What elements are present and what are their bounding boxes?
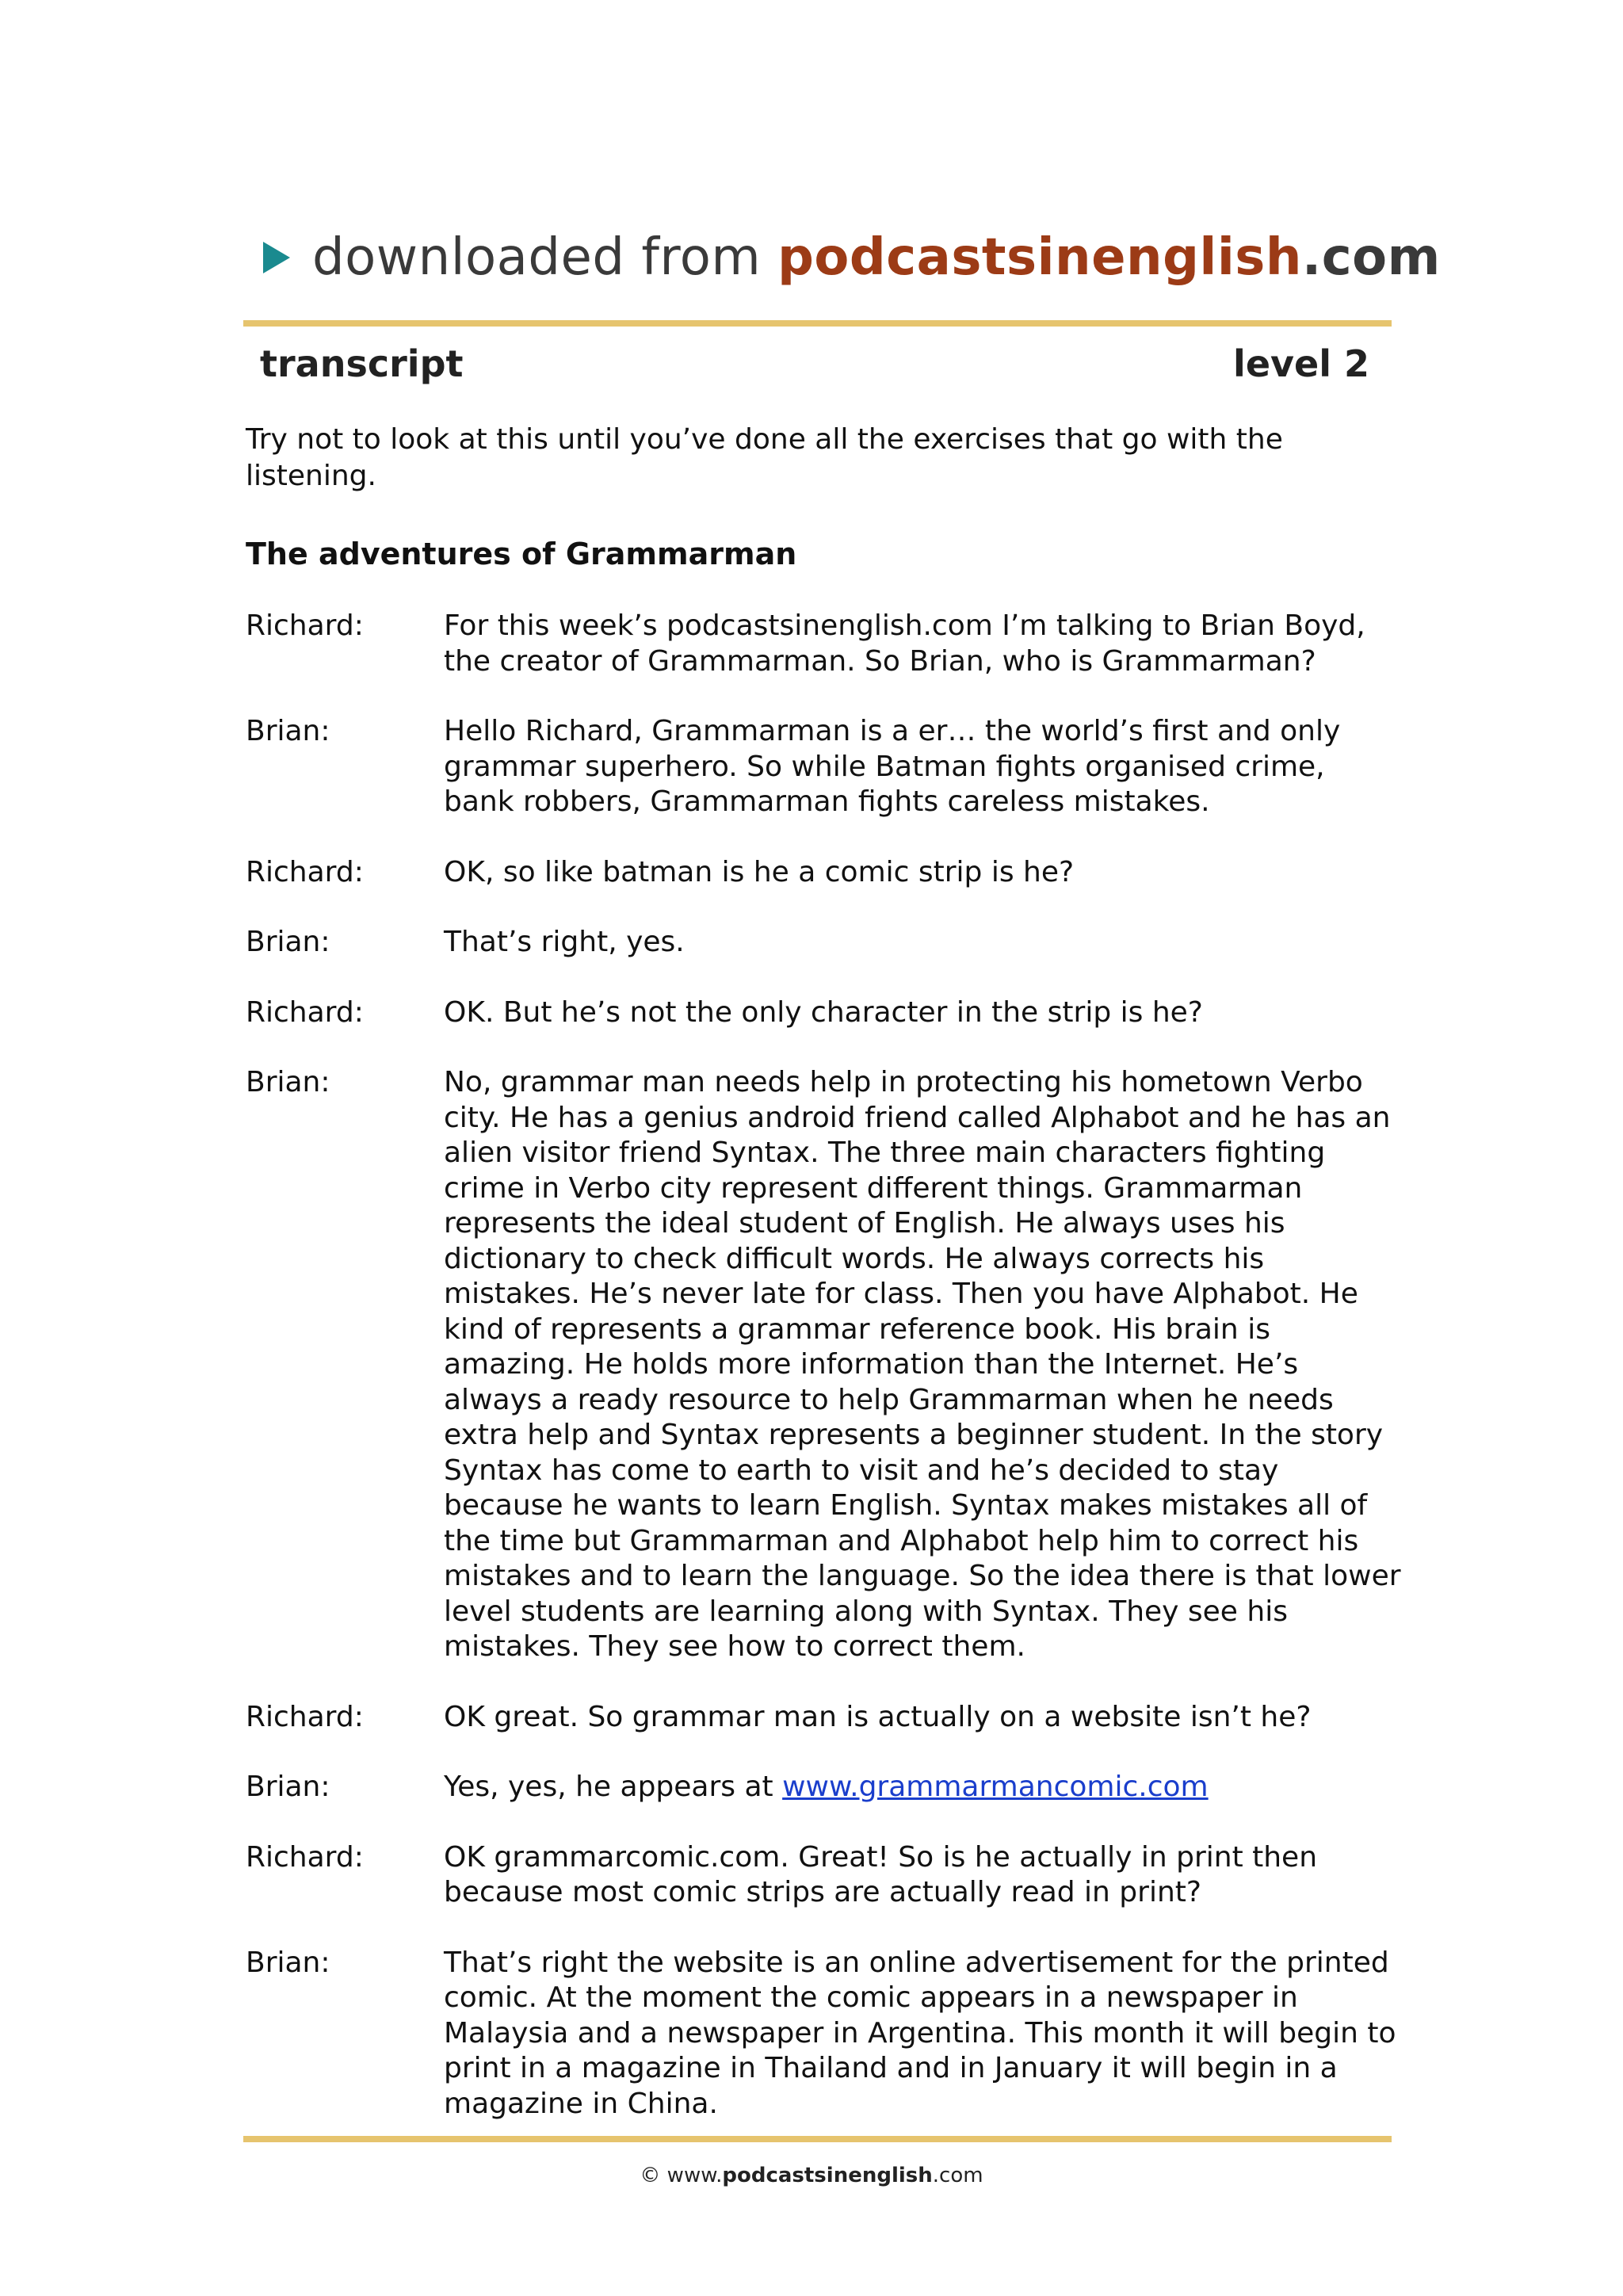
transcript-label: transcript [260, 342, 464, 385]
brand-text [312, 228, 1441, 287]
speech-text: That’s right the website is an online advertisement for the printed comic. At the moment the comic appears in a newspaper in Malaysia and a newspaper in Argentina. This month it will begin to print in a magazine in Thailand and in January it will begin in a magazine in China. [444, 1946, 1396, 2120]
speech-text: OK, so like batman is he a comic strip is he? [444, 855, 1075, 888]
brand-site-part-3: english [1091, 228, 1302, 287]
speaker-name: Richard: [246, 1700, 364, 1733]
dialogue-turn [246, 1065, 1403, 1665]
speaker-name: Brian: [246, 1771, 330, 1803]
speech-text: OK. But he’s not the only character in the strip is he? [444, 995, 1203, 1029]
speech-text: OK grammarcomic.com. Great! So is he actually in print then because most comic strips are actually read in print? [444, 1840, 1318, 1908]
grammarman-website-link[interactable]: www.grammarmancomic.com [782, 1771, 1209, 1803]
brand-site-part-1: podcasts [777, 228, 1037, 287]
play-arrow-icon [263, 242, 290, 273]
speech-text: No, grammar man needs help in protecting his hometown Verbo city. He has a genius android friend called Alphabot and he has an alien visitor friend Syntax. The three main characters fighting crime in Verbo city represent different things. Grammarman represents the ideal student of English. He always uses his dictionary to check difficult words. He always corrects his mistakes. He’s never late for class. Then you have Alphabot. He kind of represents a grammar reference book. His brain is amazing. He holds more information than the Internet. He’s always a ready resource to help Grammarman when he needs extra help and Syntax represents a beginner student. In the story Syntax has come to earth to visit and he’s decided to stay because he wants to learn English. Syntax makes mistakes all of the time but Grammarman and Alphabot help him to correct his mistakes and to learn the language. So the idea there is that lower level students are learning along with Syntax. They see his mistakes. They see how to correct them. [444, 1066, 1401, 1663]
speaker-name: Richard: [246, 1840, 364, 1874]
dialogue [246, 609, 1403, 2157]
brand-site-name [777, 228, 1302, 287]
footer-suffix: .com [932, 2164, 983, 2187]
speech-text: OK great. So grammar man is actually on a website isn’t he? [444, 1700, 1312, 1733]
speech-text: For this week’s podcastsinenglish.com I’m talking to Brian Boyd, the creator of Grammarman. So Brian, who is Grammarman? [444, 609, 1365, 678]
footer-prefix: © www. [640, 2164, 723, 2187]
speaker-name: Brian: [246, 926, 330, 958]
dialogue-turn [246, 855, 1403, 891]
brand-site-part-2: in [1037, 228, 1092, 287]
top-divider [243, 320, 1392, 327]
bottom-divider [243, 2136, 1392, 2142]
speaker-name: Brian: [246, 715, 330, 747]
speaker-name: Richard: [246, 855, 364, 888]
speech-text [444, 1770, 1403, 1805]
speaker-name: Brian: [246, 1066, 330, 1098]
intro-instruction: Try not to look at this until you’ve done all the exercises that go with the listening. [246, 423, 1283, 492]
page-title: The adventures of Grammarman [246, 537, 797, 571]
dialogue-turn [246, 609, 1403, 679]
dialogue-turn [246, 995, 1403, 1031]
level-label: level 2 [1233, 342, 1369, 385]
speech-text: Hello Richard, Grammarman is a er… the world’s first and only grammar superhero. So while Batman fights organised crime, bank robbers, Grammarman fights careless mistakes. [444, 715, 1341, 818]
speech-text: That’s right, yes. [444, 926, 685, 958]
copyright-footer [0, 2164, 1623, 2187]
speaker-name: Richard: [246, 609, 364, 642]
brand-prefix: downloaded from [312, 228, 762, 287]
dialogue-turn [246, 714, 1403, 820]
dialogue-turn [246, 1840, 1403, 1911]
dialogue-turn [246, 1700, 1403, 1736]
footer-site: podcastsinenglish [722, 2164, 933, 2187]
speech-text-lead: Yes, yes, he appears at [444, 1771, 783, 1803]
speaker-name: Richard: [246, 995, 364, 1029]
speaker-name: Brian: [246, 1946, 330, 1979]
dialogue-turn [246, 1770, 1403, 1805]
dialogue-turn [246, 925, 1403, 961]
brand-tld: .com [1301, 228, 1441, 287]
brand-banner [263, 222, 1441, 293]
dialogue-turn [246, 1946, 1403, 2122]
